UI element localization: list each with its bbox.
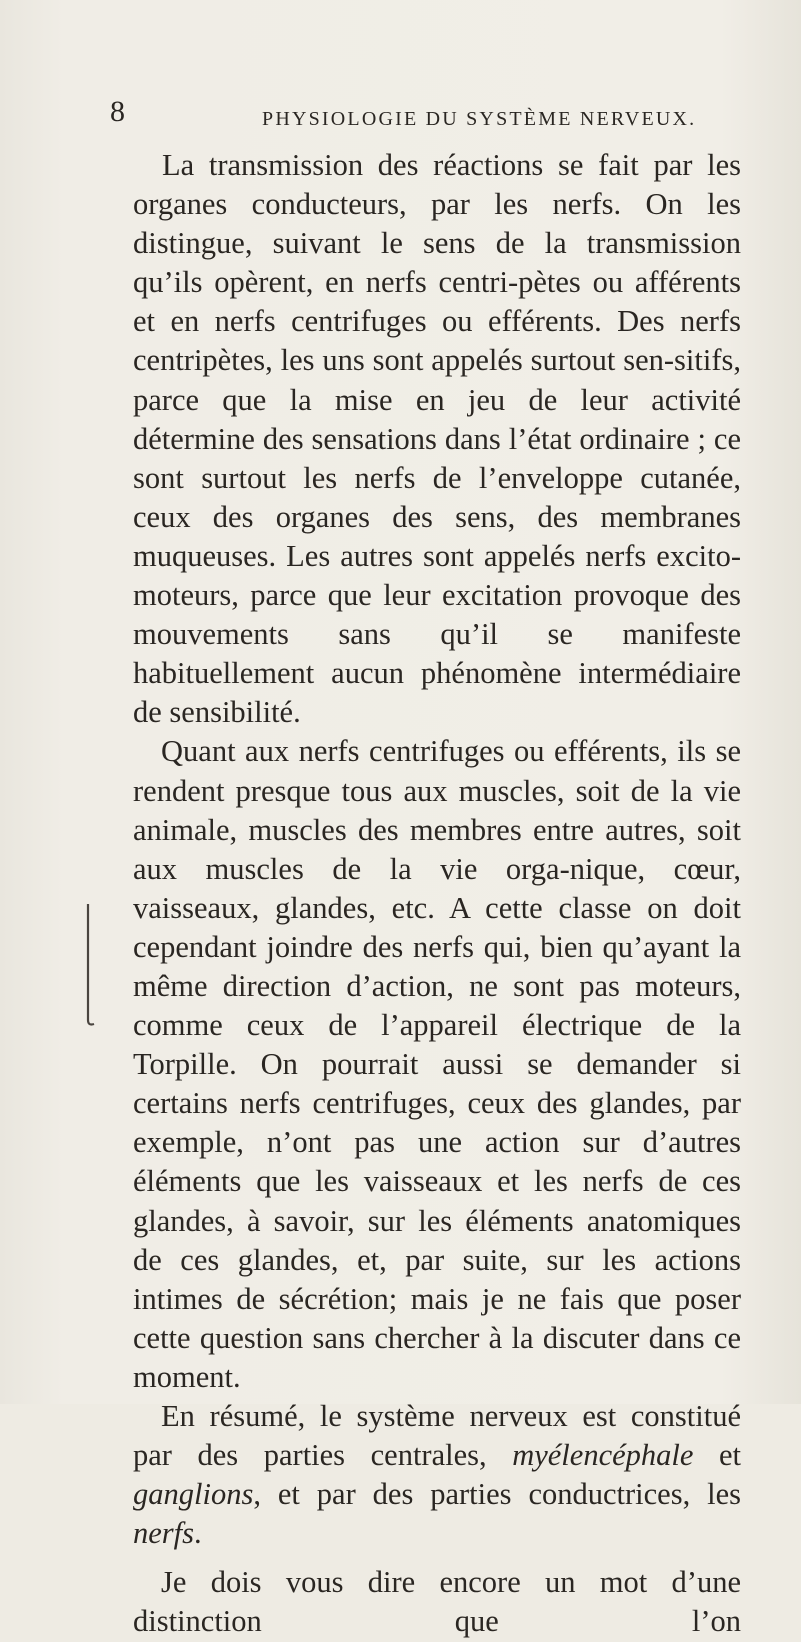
term-ganglions: ganglions <box>133 1477 254 1512</box>
margin-bracket-mark <box>84 902 102 1030</box>
paragraph-resume <box>133 1397 741 1553</box>
body-text <box>133 146 741 1642</box>
resume-text-before: En résumé, le système nerveux est constitué par des parties centrales, <box>133 1399 741 1473</box>
term-nerfs: nerfs <box>133 1516 194 1551</box>
term-myelencephale: myélencéphale <box>512 1438 694 1473</box>
paragraph-transmission: La transmission des réactions se fait par les organes conducteurs, par les nerfs. On les distingue, suivant le sens de la transmission qu’ils opèrent, en nerfs centri-pètes ou afférents et en nerfs centrifuges ou efférents. Des nerfs centripètes, les uns sont appelés surtout sen-sitifs, parce que la mise en jeu de leur activité détermine des sensations dans l’état ordinaire ; ce sont surtout les nerfs de l’enveloppe cutanée, ceux des organes des sens, des membranes muqueuses. Les autres sont appelés nerfs excito-moteurs, parce que leur excitation provoque des mouvements sans qu’il se manifeste habituellement aucun phénomène intermédiaire de sensibilité. <box>133 148 741 730</box>
paragraph-centrifuges: Quant aux nerfs centrifuges ou efférents, ils se rendent presque tous aux muscles, soit de la vie animale, muscles des membres entre autres, soit aux muscles de la vie orga-nique, cœur, vaisseaux, glandes, etc. A cette classe on doit cependant joindre des nerfs qui, bien qu’ayant la même direction d’action, ne sont pas moteurs, comme ceux de l’appareil électrique de la Torpille. On pourrait aussi se demander si certains nerfs centrifuges, ceux des glandes, par exemple, n’ont pas une action sur d’autres éléments que les vaisseaux et les nerfs de ces glandes, à savoir, sur les éléments anatomiques de ces glandes, et, par suite, sur les actions intimes de sécrétion; mais je ne fais que poser cette question sans chercher à la discuter dans ce moment. <box>133 734 741 1394</box>
resume-text-end: . <box>194 1516 202 1551</box>
resume-text-middle: et <box>693 1438 741 1473</box>
page-number: 8 <box>110 95 125 128</box>
paragraph-distinction: Je dois vous dire encore un mot d’une distinction que l’on <box>133 1565 741 1639</box>
page-header <box>110 97 750 137</box>
running-head: PHYSIOLOGIE DU SYSTÈME NERVEUX. <box>262 108 697 130</box>
resume-text-after: , et par des parties conductrices, les <box>253 1477 741 1512</box>
